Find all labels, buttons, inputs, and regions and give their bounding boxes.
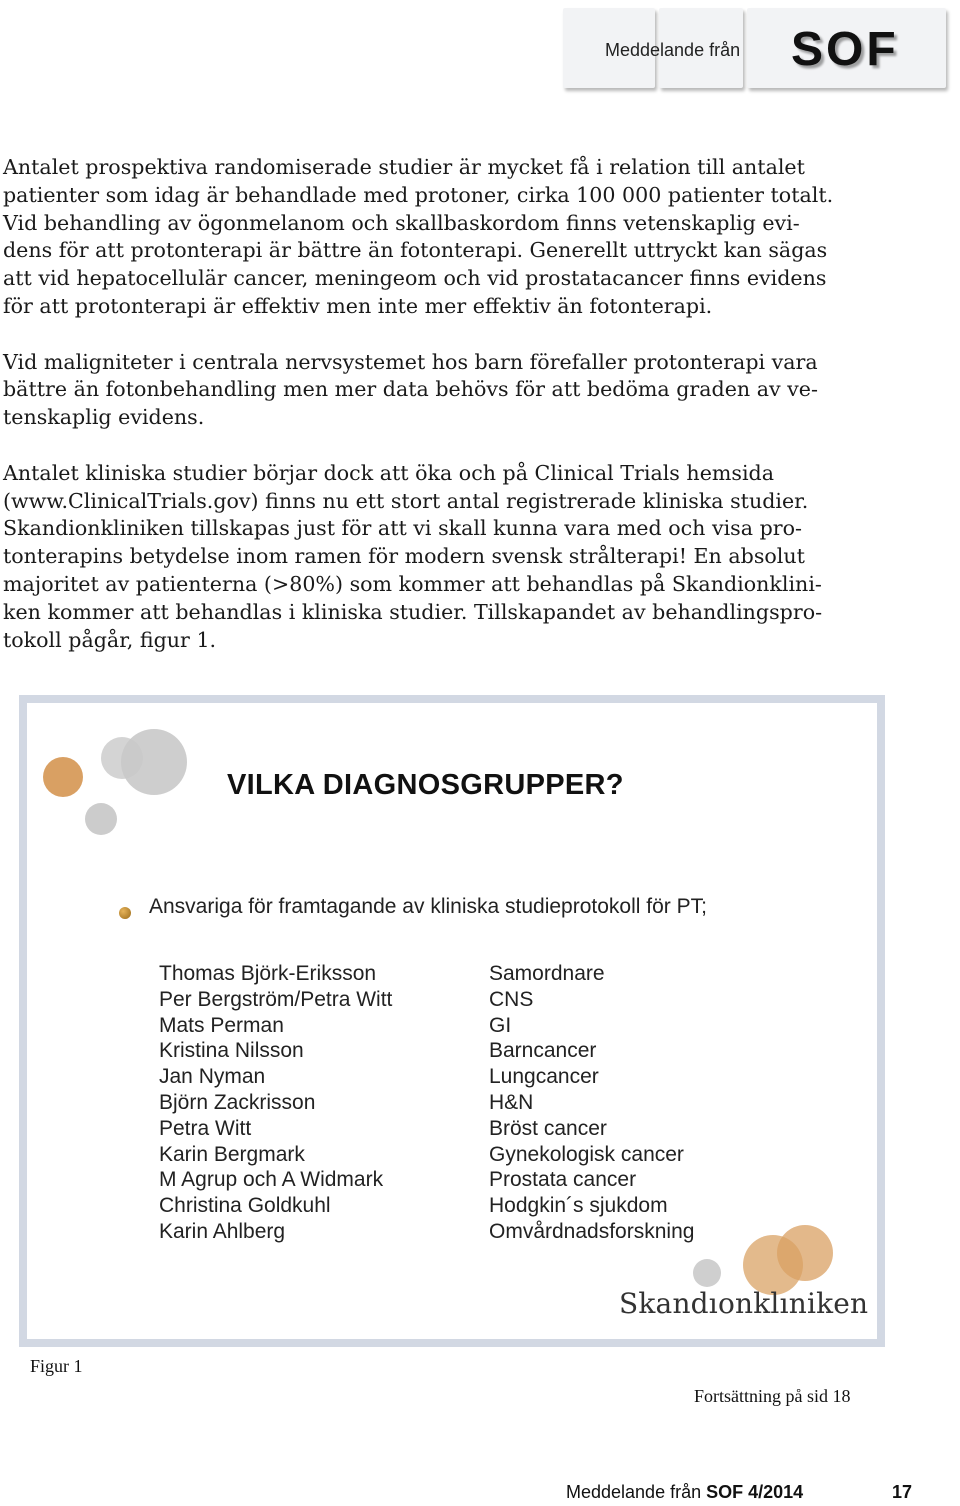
paragraph (3, 349, 903, 432)
text-line: dens för att protonterapi är bättre än fotonterapi. Generellt uttryckt kan sägas (3, 238, 828, 263)
text-line: majoritet av patienterna (>80%) som kommer att behandlas på Skandionklini- (3, 571, 822, 596)
groups-column (489, 961, 694, 1245)
footer-prefix: Meddelande från (566, 1482, 707, 1502)
text-line: tokoll pågår, figur 1. (3, 627, 217, 652)
names-column (159, 961, 392, 1245)
text-line: patienter som idag är behandlade med protoner, cirka 100 000 patienter totalt. (3, 182, 834, 207)
paragraph (3, 460, 903, 655)
text-line: Antalet kliniska studier börjar dock att öka och på Clinical Trials hemsida (3, 460, 775, 485)
text-line: Vid maligniteter i centrala nervsystemet hos barn förefaller protonterapi vara (3, 349, 818, 374)
name-item: Kristina Nilsson (159, 1039, 304, 1063)
name-item: Petra Witt (159, 1116, 252, 1140)
bullet-text: Ansvariga för framtagande av kliniska studieprotokoll för PT; (149, 895, 707, 918)
text-line: tonterapins betydelse inom ramen för modern svensk strålterapi! En absolut (3, 544, 805, 569)
slide-title: VILKA DIAGNOSGRUPPER? (227, 769, 624, 801)
text-line: ken kommer att behandlas i kliniska studier. Tillskapandet av behandlingspro- (3, 599, 823, 624)
sof-logo: SOF (791, 23, 899, 76)
group-item: Lungcancer (489, 1065, 599, 1089)
skandionkliniken-logo (615, 1223, 875, 1333)
group-item: H&N (489, 1090, 534, 1114)
name-item: Karin Ahlberg (159, 1219, 286, 1243)
name-item: Per Bergström/Petra Witt (159, 987, 393, 1011)
slide (27, 703, 877, 1339)
figure-caption: Figur 1 (30, 1356, 83, 1376)
text-line: Antalet prospektiva randomiserade studier är mycket få i relation till antalet (3, 155, 805, 179)
group-item: Samordnare (489, 962, 605, 985)
logo-circle (777, 1225, 833, 1281)
header-label: Meddelande från (605, 40, 741, 60)
group-item: CNS (489, 987, 534, 1011)
page-footer (566, 1482, 916, 1503)
article-body (3, 154, 903, 682)
page-number: 17 (892, 1482, 913, 1502)
text-line: att vid hepatocellulär cancer, meningeom och vid prostatacancer finns evidens (3, 266, 827, 291)
name-item: M Agrup och A Widmark (159, 1168, 384, 1192)
name-item: Thomas Björk-Eriksson (159, 962, 377, 985)
figure-1 (19, 695, 885, 1347)
name-item: Mats Perman (159, 1013, 284, 1037)
group-item: Hodgkin´s sjukdom (489, 1194, 668, 1218)
text-line: Skandionkliniken tillskapas just för att vi skall kunna vara med och visa pro- (3, 516, 802, 541)
header-badge (563, 8, 946, 90)
logo-text: Skandıonklıniken (619, 1287, 869, 1320)
name-item: Christina Goldkuhl (159, 1194, 331, 1218)
text-line: för att protonterapi är effektiv men inte mer effektiv än fotonterapi. (3, 293, 713, 318)
name-item: Björn Zackrisson (159, 1090, 316, 1114)
text-line: (www.ClinicalTrials.gov) finns nu ett stort antal registrerade kliniska studier. (3, 488, 809, 513)
name-item: Karin Bergmark (159, 1142, 305, 1166)
decor-circle (85, 803, 117, 835)
group-item: Bröst cancer (489, 1116, 607, 1140)
group-item: GI (489, 1013, 512, 1037)
continuation-note: Fortsättning på sid 18 (694, 1386, 851, 1406)
logo-circle (693, 1259, 721, 1287)
text-line: Vid behandling av ögonmelanom och skallbaskordom finns vetenskaplig evi- (3, 210, 800, 235)
text-line: tenskaplig evidens. (3, 405, 205, 430)
bullet-icon (119, 907, 131, 919)
paragraph (3, 154, 903, 321)
group-item: Gynekologisk cancer (489, 1142, 684, 1166)
footer-brand: SOF 4/2014 (706, 1482, 804, 1502)
name-item: Jan Nyman (159, 1065, 266, 1089)
decor-circle (43, 757, 83, 797)
group-item: Barncancer (489, 1039, 597, 1063)
decor-circle (121, 729, 187, 795)
text-line: bättre än fotonbehandling men mer data behövs för att bedöma graden av ve- (3, 377, 818, 402)
group-item: Prostata cancer (489, 1168, 637, 1192)
group-item: Omvårdnadsforskning (489, 1219, 695, 1243)
